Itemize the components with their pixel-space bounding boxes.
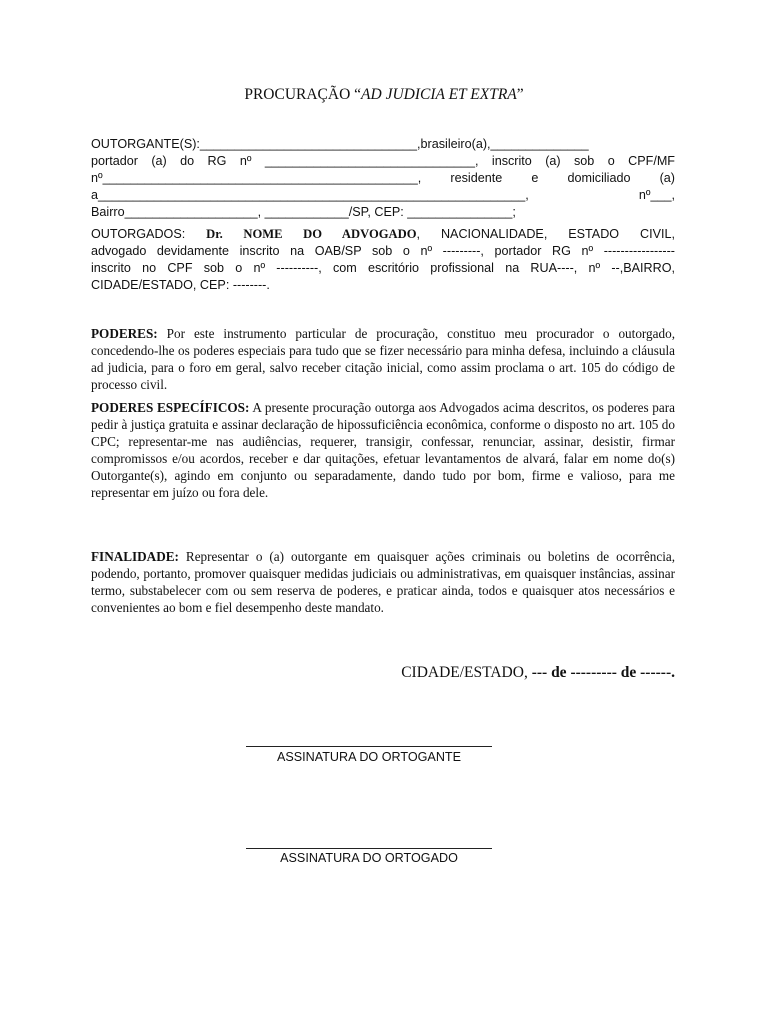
outorgados-line1-rest: , NACIONALIDADE, ESTADO CIVIL, — [416, 227, 676, 241]
outorgante-line: Bairro___________________, ____________/SP, CEP: _______________; — [91, 205, 516, 219]
outorgante-line: portador (a) do RG nº ______________________________, inscrito (a) sob o CPF/MF — [91, 154, 675, 168]
date-place: CIDADE/ESTADO, — [401, 664, 528, 681]
poderes-especificos-label: PODERES ESPECÍFICOS: — [91, 400, 250, 415]
outorgante-line: OUTORGANTE(S):_______________________________,brasileiro(a),______________ — [91, 137, 589, 151]
outorgante-line: a_____________________________________________________________, nº___, — [91, 188, 675, 202]
poderes-text: Por este instrumento particular de procuração, constituo meu procurador o outorgado, concedendo-lhe os poderes especiais para tudo que se fizer necessário para minha defesa, incluindo a cláusula ad judicia, para o foro em geral, salvo receber citação inicial, como assim proclama o art. 105 do código de processo civil. — [91, 326, 675, 392]
finalidade-paragraph — [91, 548, 675, 616]
title-italic: AD JUDICIA ET EXTRA — [361, 86, 517, 103]
outorgados-line-1 — [91, 226, 675, 243]
date-place-line — [0, 664, 675, 682]
outorgante-section — [91, 136, 675, 221]
document-title — [0, 86, 768, 104]
signature-label-outorgante: ASSINATURA DO ORTOGANTE — [276, 750, 462, 764]
outorgados-section — [91, 226, 675, 294]
date-rest: --- de --------- de ------. — [531, 664, 675, 681]
advogado-name: Dr. NOME DO ADVOGADO — [206, 227, 417, 241]
poderes-especificos-text: A presente procuração outorga aos Advogados acima descritos, os poderes para pedir à justiça gratuita e assinar declaração de hipossuficiência econômica, conforme o disposto no art. 105 do CPC; representar-me nas audiências, requerer, transigir, confessar, renunciar, assinar, desistir, firmar compromissos e/ou acordos, receber e dar quitações, efetuar levantamentos de alvará, falar em nome do(s) Outorgante(s), agindo em conjunto ou separadamente, dando tudo por bom, firme e valioso, para me representar em juízo ou fora dele. — [91, 400, 675, 500]
signature-line-outorgado — [246, 848, 492, 849]
outorgados-line: CIDADE/ESTADO, CEP: --------. — [91, 278, 270, 292]
poderes-especificos-paragraph — [91, 399, 675, 501]
title-suffix: ” — [516, 86, 524, 103]
signature-line-outorgante — [246, 746, 492, 747]
outorgante-line: nº_____________________________________________, residente e domiciliado (a) — [91, 171, 675, 185]
outorgados-label: OUTORGADOS: — [91, 227, 186, 241]
outorgados-line: inscrito no CPF sob o nº ----------, com escritório profissional na RUA----, nº --,BAIRRO, — [91, 261, 675, 275]
title-prefix: PROCURAÇÃO “ — [244, 86, 362, 103]
poderes-label: PODERES: — [91, 326, 158, 341]
signature-label-outorgado: ASSINATURA DO ORTOGADO — [280, 851, 458, 865]
outorgados-line: advogado devidamente inscrito na OAB/SP sob o nº ---------, portador RG nº ----------------- — [91, 244, 675, 258]
finalidade-label: FINALIDADE: — [91, 549, 179, 564]
finalidade-text: Representar o (a) outorgante em quaisquer ações criminais ou boletins de ocorrência, podendo, portanto, promover quaisquer medidas judiciais ou administrativas, em quaisquer instâncias, assinar termo, substabelecer com ou sem reserva de poderes, e praticar ainda, todos e quaisquer atos necessários e convenientes ao bom e fiel desempenho deste mandato. — [91, 549, 676, 615]
poderes-paragraph — [91, 325, 675, 393]
